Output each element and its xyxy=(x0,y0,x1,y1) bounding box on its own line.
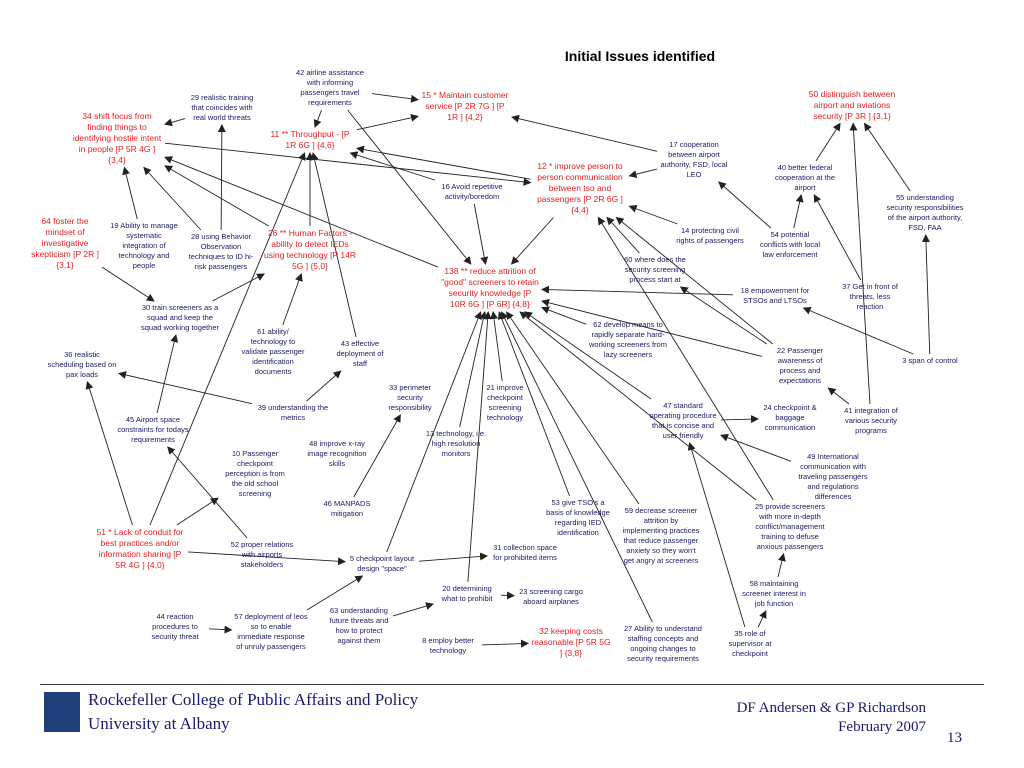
page-number: 13 xyxy=(947,730,962,746)
node-n53: 53 give TSO's a basis of knowledge regarding IED identification xyxy=(546,498,610,537)
institution-name: Rockefeller College of Public Affairs and Policy xyxy=(88,690,419,709)
node-n47: 47 standard operating procedure that is concise and user friendly xyxy=(649,401,717,440)
node-n60: 60 where does the security screening process start at xyxy=(624,255,686,284)
edge-n51-to-n10 xyxy=(177,498,218,525)
node-n32: 32 keeping costs reasonable [P 5R 5G ] {3,8} xyxy=(531,625,611,658)
node-n30: 30 train screeners as a squad and keep the squad working together xyxy=(141,303,219,332)
date: February 2007 xyxy=(838,719,926,735)
edge-n5-to-n31 xyxy=(419,556,487,561)
node-n58: 58 maintaining screener interest in job function xyxy=(742,579,806,608)
node-n15: 15 * Maintain customer service [P 2R 7G ] [P 1R ] {4,2} xyxy=(421,89,509,122)
edge-n18-to-n138 xyxy=(542,289,733,294)
edge-n41-to-n22 xyxy=(828,388,849,404)
edge-n57-to-n5 xyxy=(307,576,363,610)
node-n62: 62 develop means to rapidly separate hard-working screeners from lazy screeners xyxy=(589,320,667,359)
node-n22: 22 Passenger awareness of process and expectations xyxy=(776,346,824,385)
node-n14: 14 protecting civil rights of passengers xyxy=(676,226,744,245)
node-n25: 25 provide screeners with more in-depth conflict/management training to defuse anxious passengers xyxy=(754,502,826,551)
university-logo-icon xyxy=(44,692,80,732)
node-n12: 12 * improve person to person communication between tso and passengers [P 2R 6G ] {4,4} xyxy=(537,160,623,215)
node-n64: 64 foster the mindset of investigative skepticism [P 2R ] {3,1} xyxy=(31,215,99,270)
edge-n26-to-n34 xyxy=(165,166,269,226)
edge-n61-to-n26 xyxy=(283,274,302,325)
edge-n40-to-n50 xyxy=(816,124,840,162)
node-n5: 5 checkpoint layout design "space" xyxy=(349,554,415,573)
node-n55: 55 understanding security responsibilities of the airport authority, FSD, FAA xyxy=(886,193,964,232)
edge-n39-to-n43 xyxy=(307,371,341,401)
edge-n39-to-n36 xyxy=(119,373,252,403)
node-n13: 13 technology, i.e. high resolution monitors xyxy=(425,429,487,458)
diagram-title: Initial Issues identified xyxy=(564,48,716,64)
edge-n12-to-n138 xyxy=(512,218,554,265)
node-n43: 43 effective deployment of staff xyxy=(336,339,384,368)
node-n16: 16 Avoid repetitive activity/boredom xyxy=(441,182,503,201)
edge-n14-to-n12 xyxy=(630,206,678,224)
node-n36: 36 realistic scheduling based on pax loads xyxy=(47,350,117,379)
node-n63: 63 understanding future threats and how to protect against them xyxy=(329,606,389,645)
edge-n49-to-n47 xyxy=(721,435,791,461)
edge-n42-to-n15 xyxy=(372,94,418,100)
edge-n17-to-n15 xyxy=(512,117,657,151)
edge-n16-to-n11 xyxy=(351,153,436,180)
edge-n21-to-n138 xyxy=(493,312,502,381)
node-n37: 37 Get in front of threats, less reaction xyxy=(842,282,898,311)
edge-n64-to-n30 xyxy=(102,267,154,301)
node-n57: 57 deployment of leos so to enable immediate response of unruly passengers xyxy=(234,612,308,651)
university-name: University at Albany xyxy=(88,714,230,733)
node-n51: 51 * Lack of conduit for best practices and/or information sharing [P 5R 4G ] {4,0} xyxy=(96,527,184,570)
edge-n45-to-n30 xyxy=(157,335,176,413)
node-n31: 31 collection space for prohibited items xyxy=(493,543,557,562)
edge-n30-to-n26 xyxy=(213,274,265,301)
edge-n42-to-n11 xyxy=(315,110,322,127)
node-n34: 34 shift focus from finding things to identifying hostile intent in people [P 5R 4G ] {3,4} xyxy=(72,110,162,165)
edge-n29-to-n34 xyxy=(165,119,185,125)
node-n23: 23 screening cargo aboard airplanes xyxy=(519,587,583,606)
node-n54: 54 potential conflicts with local law enforcement xyxy=(759,230,821,259)
node-n45: 45 Airport space constraints for todays requirements xyxy=(117,415,189,444)
edge-n28-to-n29 xyxy=(221,125,222,230)
edge-n47-to-n24 xyxy=(721,419,758,420)
node-n11: 11 ** Throughput - [P 1R 6G ] {4,6} xyxy=(270,129,350,150)
node-n28: 28 using Behavior Observation techniques to ID hi-risk passengers xyxy=(188,232,254,271)
node-n10: 10 Passenger checkpoint perception is from the old school screening xyxy=(225,449,285,498)
node-n19: 19 Ability to manage systematic integration of technology and people xyxy=(110,221,178,270)
node-n61: 61 ability/ technology to validate passenger identification documents xyxy=(241,327,305,376)
node-n39: 39 understanding the metrics xyxy=(257,403,329,422)
edge-n63-to-n20 xyxy=(393,604,433,616)
authors: DF Andersen & GP Richardson xyxy=(736,700,926,716)
edge-n55-to-n50 xyxy=(865,124,911,192)
node-n46: 46 MANPADS mitigation xyxy=(323,499,371,518)
node-n33: 33 perimeter security responsibility xyxy=(388,383,432,412)
edge-n58-to-n25 xyxy=(778,554,783,577)
node-n35: 35 role of supervisor at checkpoint xyxy=(728,629,772,658)
edge-n8-to-n32 xyxy=(482,643,528,644)
node-n59: 59 decrease screener attrition by implementing practices that reduce passenger anxiety so they won't get angry at screeners xyxy=(622,506,700,565)
node-n24: 24 checkpoint & baggage communication xyxy=(763,403,817,432)
edge-n35-to-n58 xyxy=(758,611,766,627)
edge-n11-to-n15 xyxy=(357,116,418,129)
node-n40: 40 better federal cooperation at the airport xyxy=(774,163,836,192)
node-n42: 42 airline assistance with informing passengers travel requirements xyxy=(296,68,364,107)
edge-n16-to-n138 xyxy=(474,204,485,264)
node-n48: 48 improve x-ray image recognition skills xyxy=(307,439,367,468)
node-n26: 26 ** Human Factors - ability to detect IEDs using technology [P 14R 5G ] {5,0} xyxy=(264,228,356,271)
node-n18: 18 empowerment for STSOs and LTSOs xyxy=(740,286,810,305)
node-n21: 21 improve checkpoint screening technology xyxy=(486,383,524,422)
node-n20: 20 determining what to prohibit xyxy=(441,584,493,603)
node-n3: 3 span of control xyxy=(902,356,958,365)
node-n17: 17 cooperation between airport authority, FSD, local LEO xyxy=(660,140,728,179)
edge-n44-to-n57 xyxy=(209,629,232,630)
node-n8: 8 employ better technology xyxy=(422,636,474,655)
node-n50: 50 distinguish between airport and aviations security [P 3R ] {3,1} xyxy=(808,88,896,121)
node-n49: 49 International communication with traveling passengers and regulations differences xyxy=(798,452,868,501)
edge-n17-to-n12 xyxy=(630,169,658,176)
edge-n3-to-n55 xyxy=(926,235,930,354)
edge-n54-to-n17 xyxy=(719,182,771,228)
edge-n54-to-n40 xyxy=(794,195,801,228)
node-n52: 52 proper relations with airports stakeholders xyxy=(230,540,294,569)
edge-n19-to-n34 xyxy=(124,168,137,220)
node-n29: 29 realistic training that coincides with real world threats xyxy=(190,93,254,122)
node-n138: 138 ** reduce attrition of "good" screeners to retain security knowledge [P 10R 6G ] [P 6R] {4,8} xyxy=(441,266,539,309)
node-n41: 41 integration of various security programs xyxy=(844,406,898,435)
edge-n41-to-n50 xyxy=(853,124,870,405)
node-n27: 27 Ability to understand staffing concepts and ongoing changes to security requirements xyxy=(624,624,702,663)
footer-divider xyxy=(40,684,984,685)
node-n44: 44 reaction procedures to security threat xyxy=(151,612,199,641)
edge-n51-to-n36 xyxy=(87,382,132,525)
